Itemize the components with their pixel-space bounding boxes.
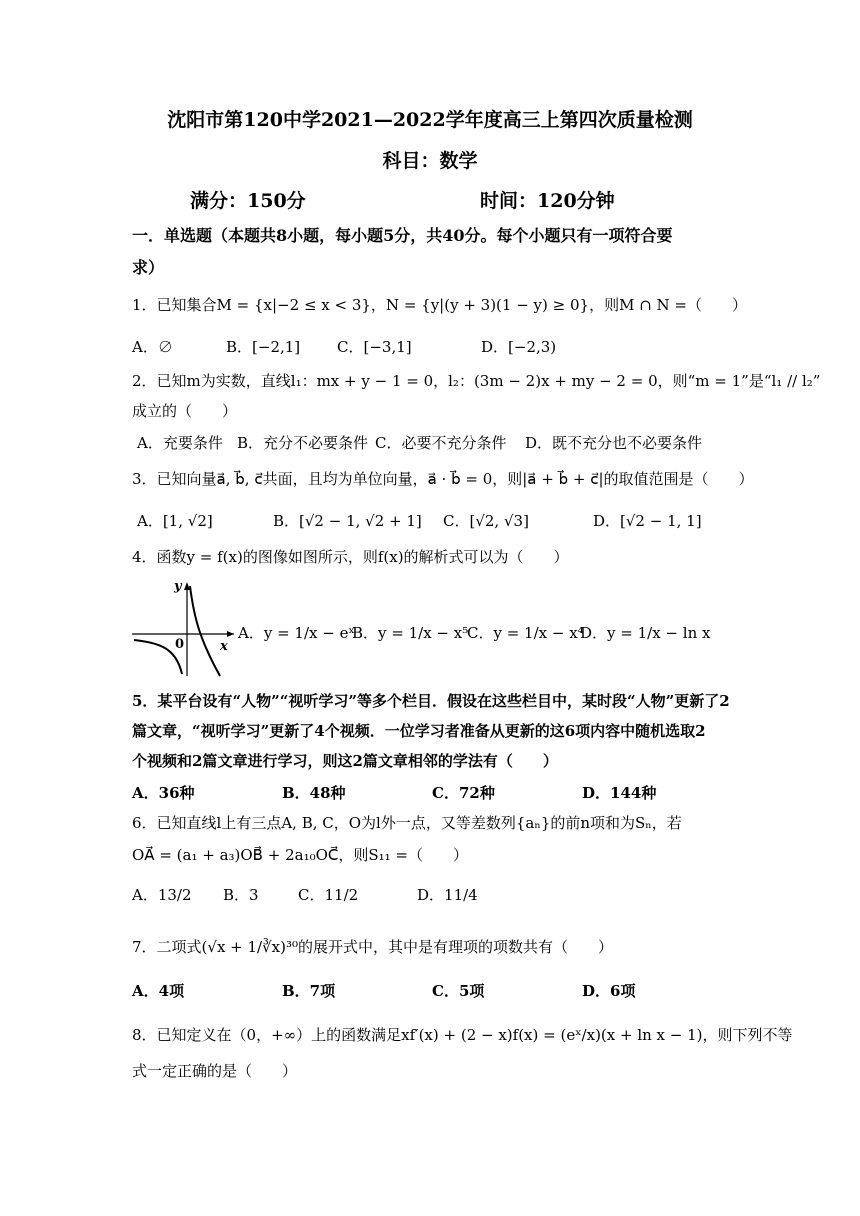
section-heading-line2: 求） — [132, 258, 165, 277]
q5-option-d: D．144种 — [582, 784, 657, 802]
question-8-stem-line2: 式一定正确的是（ ） — [132, 1062, 298, 1080]
q6-option-b: B．3 — [223, 886, 259, 904]
x-axis-arrow — [227, 631, 234, 637]
q4-option-a: A．y = 1/x − eˣ — [238, 624, 355, 642]
q5-option-c: C．72种 — [432, 784, 495, 802]
q4-option-c: C．y = 1/x − x⁴ — [467, 624, 584, 642]
question-5-stem-line1: 5．某平台设有“人物”“视听学习”等多个栏目．假设在这些栏目中，某时段“人物”更新了2 — [132, 692, 730, 710]
q2-option-b: B．充分不必要条件 — [237, 434, 369, 452]
q6-option-a: A．13/2 — [132, 886, 192, 904]
q1-option-a: A．∅ — [132, 338, 173, 356]
question-6-stem-line1: 6．已知直线l上有三点A, B, C，O为l外一点，又等差数列{aₙ}的前n项和为Sₙ，若 — [132, 814, 682, 832]
y-axis-arrow — [184, 582, 190, 590]
curve-right-branch — [190, 586, 220, 676]
q4-option-d: D．y = 1/x − ln x — [580, 624, 711, 642]
section-heading-line1: 一．单选题（本题共8小题，每小题5分，共40分。每个小题只有一项符合要 — [132, 226, 673, 245]
question-7-stem: 7．二项式(√x + 1/∛x)³⁰的展开式中，其中是有理项的项数共有（ ） — [132, 938, 614, 956]
q1-option-b: B．[−2,1] — [226, 338, 301, 356]
question-6-stem-line2: OA⃗ = (a₁ + a₃)OB⃗ + 2a₁₀OC⃗，则S₁₁ =（ ） — [132, 846, 468, 864]
exam-time: 时间：120分钟 — [480, 190, 615, 212]
q5-option-a: A．36种 — [132, 784, 195, 802]
q2-option-a: A．充要条件 — [137, 434, 223, 452]
q7-option-c: C．5项 — [432, 982, 485, 1000]
q6-option-c: C．11/2 — [298, 886, 359, 904]
q4-option-b: B．y = 1/x − x⁵ — [352, 624, 469, 642]
exam-title: 沈阳市第120中学2021—2022学年度高三上第四次质量检测 — [167, 109, 693, 131]
q1-option-c: C．[−3,1] — [337, 338, 412, 356]
q3-option-b: B．[√2 − 1, √2 + 1] — [273, 512, 422, 530]
question-3-stem: 3．已知向量a⃗, b⃗, c⃗共面，且均为单位向量，a⃗ · b⃗ = 0，则|a⃗ + b⃗ + c⃗|的取值范围是（ ） — [132, 470, 754, 488]
graph-x-label: x — [220, 639, 228, 654]
graph-y-label: y — [174, 579, 182, 594]
graph-origin-label: 0 — [175, 637, 185, 652]
q7-option-d: D．6项 — [582, 982, 636, 1000]
question-5-stem-line2: 篇文章，“视听学习”更新了4个视频．一位学习者准备从更新的这6项内容中随机选取2 — [132, 722, 706, 740]
q2-option-d: D．既不充分也不必要条件 — [525, 434, 703, 452]
function-graph — [130, 578, 236, 678]
question-4-stem: 4．函数y = f(x)的图像如图所示，则f(x)的解析式可以为（ ） — [132, 548, 569, 566]
q5-option-b: B．48种 — [282, 784, 346, 802]
question-1-stem: 1．已知集合M = {x|−2 ≤ x < 3}，N = {y|(y + 3)(1 − y) ≥ 0}，则M ∩ N =（ ） — [132, 296, 748, 314]
full-score: 满分：150分 — [190, 190, 306, 212]
q3-option-c: C．[√2, √3] — [443, 512, 529, 530]
q2-option-c: C．必要不充分条件 — [375, 434, 507, 452]
q3-option-a: A．[1, √2] — [137, 512, 213, 530]
q3-option-d: D．[√2 − 1, 1] — [593, 512, 702, 530]
question-2-stem-line1: 2．已知m为实数，直线l₁：mx + y − 1 = 0，l₂：(3m − 2)x + my − 2 = 0，则“m = 1”是“l₁ // l₂” — [132, 372, 821, 390]
exam-subject: 科目：数学 — [382, 150, 478, 172]
question-5-stem-line3: 个视频和2篇文章进行学习，则这2篇文章相邻的学法有（ ） — [132, 752, 558, 770]
q7-option-a: A．4项 — [132, 982, 185, 1000]
q1-option-d: D．[−2,3) — [481, 338, 557, 356]
q7-option-b: B．7项 — [282, 982, 336, 1000]
question-2-stem-line2: 成立的（ ） — [132, 402, 238, 420]
question-8-stem-line1: 8．已知定义在（0，+∞）上的函数满足xf′(x) + (2 − x)f(x) = (eˣ/x)(x + ln x − 1)，则下列不等 — [132, 1026, 793, 1044]
q6-option-d: D．11/4 — [417, 886, 478, 904]
